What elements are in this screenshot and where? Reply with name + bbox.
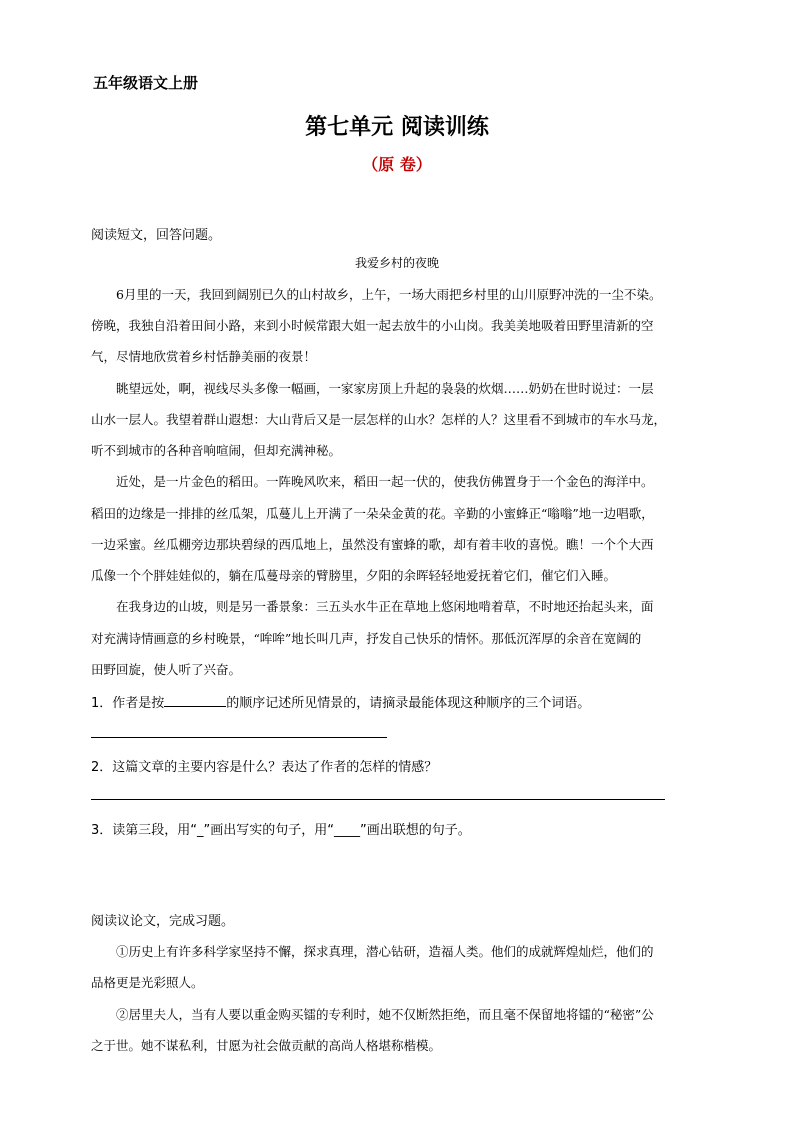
page-subtitle: （原 卷）: [362, 155, 432, 174]
passage-line: 品格更是光彩照人。: [91, 975, 204, 990]
reading1-instruction: 阅读短文，回答问题。: [91, 228, 222, 243]
passage-title: 我爱乡村的夜晚: [354, 256, 439, 270]
passage-line: 瓜像一个个胖娃娃似的，躺在瓜蔓母亲的臂膀里，夕阳的余晖轻轻地爱抚着它们，催它们入睡。: [91, 568, 617, 583]
passage-line: 一边采蜜。丝瓜棚旁边那块碧绿的西瓜地上，虽然没有蜜蜂的歌，却有着丰收的喜悦。瞧！一个个大西: [91, 537, 654, 552]
passage-line: 气，尽情地欣赏着乡村恬静美丽的夜景！: [91, 349, 317, 364]
question-1: [91, 692, 590, 711]
question-1-suffix: 的顺序记述所见情景的，请摘录最能体现这种顺序的三个词语。: [226, 696, 591, 711]
passage-line: 6月里的一天，我回到阔别已久的山村故乡，上午，一场大雨把乡村里的山川原野冲洗的一尘不染。: [91, 287, 662, 302]
answer-line-1[interactable]: [91, 737, 387, 738]
grade-label: 五年级语文上册: [93, 74, 199, 92]
passage-line: ②居里夫人，当有人要以重金购买镭的专利时，她不仅断然拒绝，而且毫不保留地将镭的“秘密”公: [91, 1007, 654, 1022]
passage-line: 听不到城市的各种音响喧闹，但却充满神秘。: [91, 443, 342, 458]
answer-line-2[interactable]: [91, 799, 665, 800]
passage-line: 眺望远处，啊，视线尽头多像一幅画，一家家房顶上升起的袅袅的炊烟……奶奶在世时说过：一层: [91, 381, 654, 396]
question-1-prefix: 1．作者是按: [91, 696, 165, 711]
passage-line: ①历史上有许多科学家坚持不懈，探求真理，潜心钻研，造福人类。他们的成就辉煌灿烂，他们的: [91, 944, 654, 959]
passage-line: 之于世。她不谋私利，甘愿为社会做贡献的高尚人格堪称楷模。: [91, 1038, 442, 1053]
passage-line: 近处，是一片金色的稻田。一阵晚风吹来，稻田一起一伏的，使我仿佛置身于一个金色的海洋中。: [91, 474, 654, 489]
passage-line: 稻田的边缘是一排排的丝瓜架，瓜蔓儿上开满了一朵朵金黄的花。辛勤的小蜜蜂正“嗡嗡”地一边唱歌，: [91, 506, 654, 521]
question-2: 2．这篇文章的主要内容是什么？表达了作者的怎样的情感？: [91, 760, 438, 775]
passage-line: 山水一层人。我望着群山遐想：大山背后又是一层怎样的山水？怎样的人？这里看不到城市的车水马龙，: [91, 412, 667, 427]
question-3: 3．读第三段，用“_”画出写实的句子，用“____”画出联想的句子。: [91, 823, 471, 838]
passage-line: 傍晚，我独自沿着田间小路，来到小时候常跟大姐一起去放牛的小山岗。我美美地吸着田野里清新的空: [91, 318, 654, 333]
reading2-instruction: 阅读议论文，完成习题。: [91, 914, 235, 929]
passage-line: 在我身边的山坡，则是另一番景象：三五头水牛正在草地上悠闲地啃着草，不时地还抬起头来，面: [91, 599, 654, 614]
passage-line: 田野回旋，使人听了兴奋。: [91, 662, 242, 677]
page-title: 第七单元 阅读训练: [305, 115, 489, 140]
question-1-blank[interactable]: [164, 694, 226, 707]
passage-line: 对充满诗情画意的乡村晚景，“哞哞”地长叫几声，抒发自己快乐的情怀。那低沉浑厚的余音在宽阔的: [91, 631, 642, 646]
